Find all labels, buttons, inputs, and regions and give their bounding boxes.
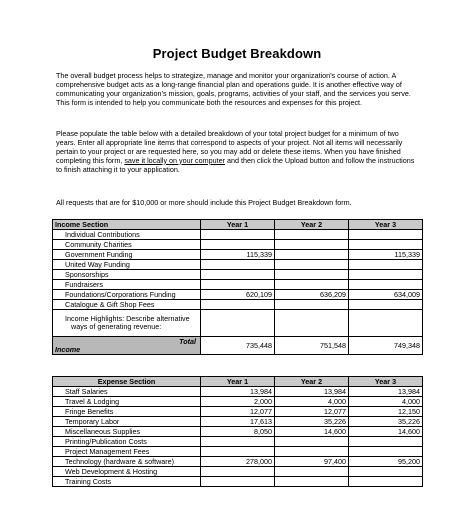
year2-cell [275, 280, 349, 290]
row-label: Miscellaneous Supplies [53, 427, 201, 437]
total-label-bottom: Income [55, 344, 81, 354]
year1-cell [201, 447, 275, 457]
year2-cell: 4,000 [275, 397, 349, 407]
year2-cell [275, 230, 349, 240]
year1-cell [201, 270, 275, 280]
total-year2: 751,548 [275, 337, 349, 355]
year1-cell [201, 240, 275, 250]
year3-cell [349, 310, 423, 337]
income-table [52, 219, 423, 355]
table-row [53, 387, 423, 397]
year1-cell [201, 230, 275, 240]
year1-cell: 2,000 [201, 397, 275, 407]
income-highlights-line1: Income Highlights: Describe alternative [65, 313, 190, 323]
year1-cell: 13,984 [201, 387, 275, 397]
income-header-row [53, 220, 423, 230]
table-row [53, 270, 423, 280]
year3-cell: 95,200 [349, 457, 423, 467]
table-row [53, 417, 423, 427]
row-label: Travel & Lodging [53, 397, 201, 407]
year2-cell [275, 447, 349, 457]
year3-header: Year 3 [349, 377, 423, 387]
row-label: Fundraisers [53, 280, 201, 290]
row-label: Foundations/Corporations Funding [53, 290, 201, 300]
instructions-text-start: Please populate the table below with a detailed breakdown of your total project budget for a minimum of two years. Enter all appropriate line items that correspond to aspects of your project. Not all items will necessarily pertain to your project or are requested here, so you may add or delete these items. When you have finished completing this form, [56, 129, 403, 165]
year1-cell: 8,050 [201, 427, 275, 437]
year1-header: Year 1 [201, 220, 275, 230]
year2-cell [275, 260, 349, 270]
row-label: Fringe Benefits [53, 407, 201, 417]
year3-cell [349, 270, 423, 280]
save-locally-text: save it locally on your computer [124, 155, 225, 165]
table-row [53, 437, 423, 447]
table-row [53, 397, 423, 407]
income-section-header: Income Section [53, 220, 201, 230]
row-label: Printing/Publication Costs [53, 437, 201, 447]
year3-header: Year 3 [349, 220, 423, 230]
expense-section-header: Expense Section [53, 377, 201, 387]
table-row [53, 290, 423, 300]
instructions-text-end: and then click the Upload button and follow the instructions to finish attaching it to your application. [56, 155, 415, 174]
table-row [53, 250, 423, 260]
row-label: Training Costs [53, 477, 201, 487]
year2-cell: 636,209 [275, 290, 349, 300]
year1-cell: 620,109 [201, 290, 275, 300]
year1-cell: 278,000 [201, 457, 275, 467]
year3-cell [349, 230, 423, 240]
row-label: Community Charities [53, 240, 201, 250]
year3-cell: 13,984 [349, 387, 423, 397]
row-label: Temporary Labor [53, 417, 201, 427]
expense-header-row [53, 377, 423, 387]
year2-header: Year 2 [275, 220, 349, 230]
year2-cell: 35,226 [275, 417, 349, 427]
income-highlights-line2: ways of generating revenue: [71, 322, 162, 331]
year3-cell: 12,150 [349, 407, 423, 417]
income-highlights-row [53, 310, 423, 337]
expense-table [52, 376, 423, 487]
total-year1: 735,448 [201, 337, 275, 355]
year3-cell: 35,226 [349, 417, 423, 427]
row-label: Government Funding [53, 250, 201, 260]
table-row [53, 477, 423, 487]
year1-cell [201, 300, 275, 310]
year3-cell [349, 447, 423, 457]
year3-cell [349, 477, 423, 487]
year3-cell [349, 437, 423, 447]
year2-cell [275, 310, 349, 337]
year3-cell [349, 467, 423, 477]
table-row [53, 300, 423, 310]
table-row [53, 427, 423, 437]
row-label: Sponsorships [53, 270, 201, 280]
year2-cell: 13,984 [275, 387, 349, 397]
table-row [53, 230, 423, 240]
year2-cell: 14,600 [275, 427, 349, 437]
row-label: United Way Funding [53, 260, 201, 270]
year1-cell [201, 437, 275, 447]
total-income-row [53, 337, 423, 355]
total-label-top: Total [179, 336, 196, 346]
year2-cell [275, 477, 349, 487]
year1-header: Year 1 [201, 377, 275, 387]
page-title: Project Budget Breakdown [152, 46, 322, 61]
table-row [53, 457, 423, 467]
year1-cell [201, 280, 275, 290]
table-row [53, 467, 423, 477]
year3-cell: 115,339 [349, 250, 423, 260]
year1-cell [201, 260, 275, 270]
year2-cell [275, 437, 349, 447]
instructions-paragraph [56, 130, 416, 175]
row-label: Staff Salaries [53, 387, 201, 397]
year3-cell: 634,009 [349, 290, 423, 300]
row-label: Project Management Fees [53, 447, 201, 457]
year1-cell: 12,077 [201, 407, 275, 417]
year1-cell: 115,339 [201, 250, 275, 260]
row-label: Individual Contributions [53, 230, 201, 240]
row-label: Catalogue & Gift Shop Fees [53, 300, 201, 310]
year1-cell: 17,613 [201, 417, 275, 427]
intro-paragraph: The overall budget process helps to strategize, manage and monitor your organization’s course of action. A comprehensive budget acts as a long-range financial plan and operations guide. It is another effective way of communicating your organization’s mission, goals, programs, activities of your staff, and the services you serve. This form is intended to help you communicate both the resources and expenses for this project. [56, 71, 411, 107]
year3-cell [349, 240, 423, 250]
table-row [53, 260, 423, 270]
total-income-label [53, 337, 201, 355]
year3-cell: 14,600 [349, 427, 423, 437]
row-label: Web Development & Hosting [53, 467, 201, 477]
year2-cell [275, 300, 349, 310]
year3-cell [349, 280, 423, 290]
year1-cell [201, 467, 275, 477]
table-row [53, 240, 423, 250]
table-row [53, 280, 423, 290]
year1-cell [201, 310, 275, 337]
year2-cell [275, 250, 349, 260]
year2-cell: 12,077 [275, 407, 349, 417]
year2-cell [275, 467, 349, 477]
year3-cell [349, 260, 423, 270]
table-row [53, 447, 423, 457]
year1-cell [201, 477, 275, 487]
total-year3: 749,348 [349, 337, 423, 355]
year3-cell [349, 300, 423, 310]
year3-cell: 4,000 [349, 397, 423, 407]
income-highlights-label [53, 310, 201, 337]
year2-cell [275, 270, 349, 280]
year2-header: Year 2 [275, 377, 349, 387]
requirement-note: All requests that are for $10,000 or more should include this Project Budget Breakdown form. [56, 198, 352, 207]
table-row [53, 407, 423, 417]
row-label: Technology (hardware & software) [53, 457, 201, 467]
year2-cell [275, 240, 349, 250]
year2-cell: 97,400 [275, 457, 349, 467]
